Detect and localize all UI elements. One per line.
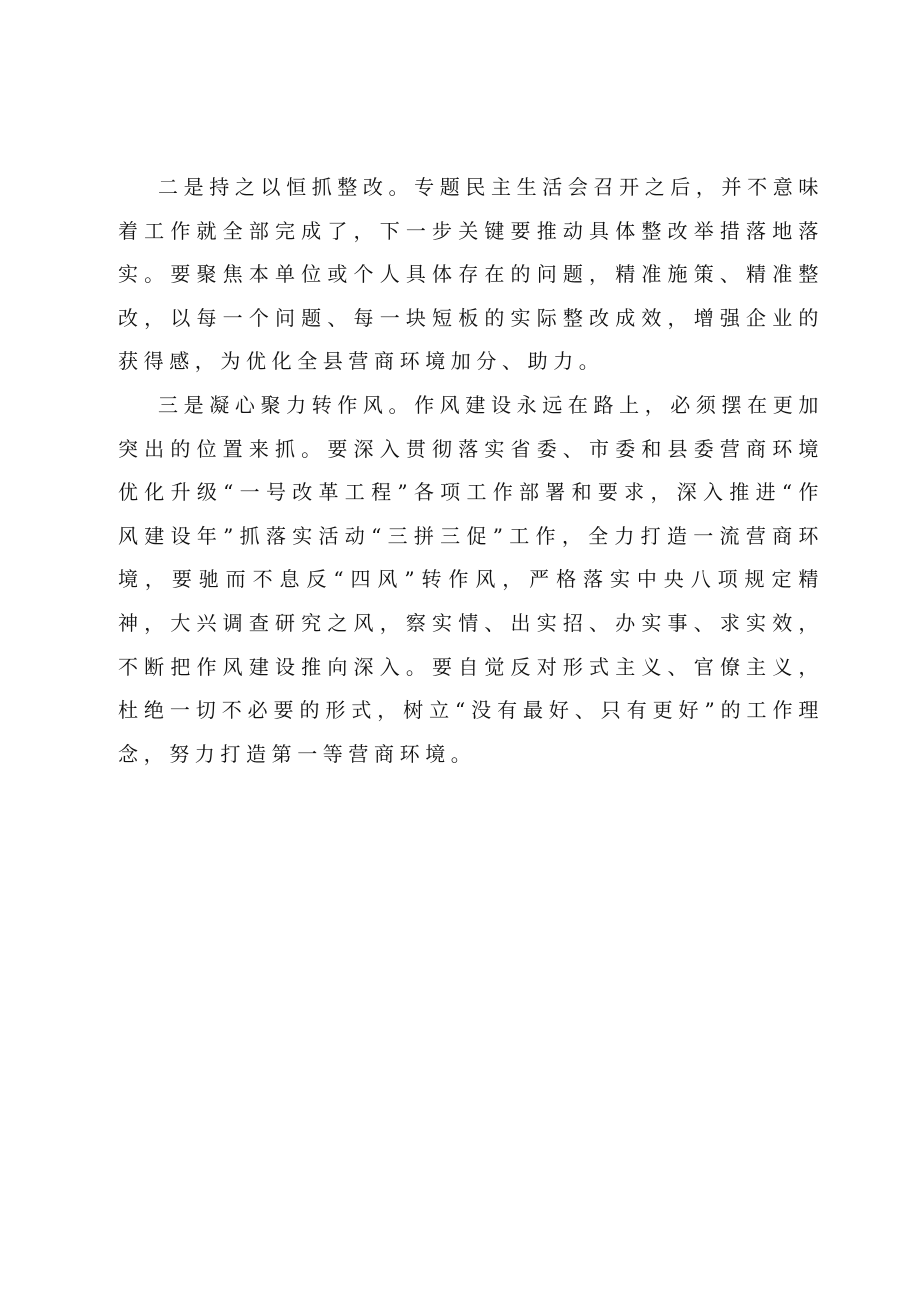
paragraph-rectification: 二是持之以恒抓整改。专题民主生活会召开之后，并不意味着工作就全部完成了，下一步关键要推动具体整改举措落地落实。要聚焦本单位或个人具体存在的问题，精准施策、精准整改，以每一个问题、每一块短板的实际整改成效，增强企业的获得感，为优化全县营商环境加分、助力。 (118, 175, 824, 374)
paragraph-work-style: 三是凝心聚力转作风。作风建设永远在路上，必须摆在更加突出的位置来抓。要深入贯彻落实省委、市委和县委营商环境优化升级“一号改革工程”各项工作部署和要求，深入推进“作风建设年”抓落实活动“三拼三促”工作，全力打造一流营商环境，要驰而不息反“四风”转作风，严格落实中央八项规定精神，大兴调查研究之风，察实情、出实招、办实事、求实效，不断把作风建设推向深入。要自觉反对形式主义、官僚主义，杜绝一切不必要的形式，树立“没有最好、只有更好”的工作理念，努力打造第一等营商环境。 (118, 392, 824, 766)
document-body (118, 166, 824, 776)
